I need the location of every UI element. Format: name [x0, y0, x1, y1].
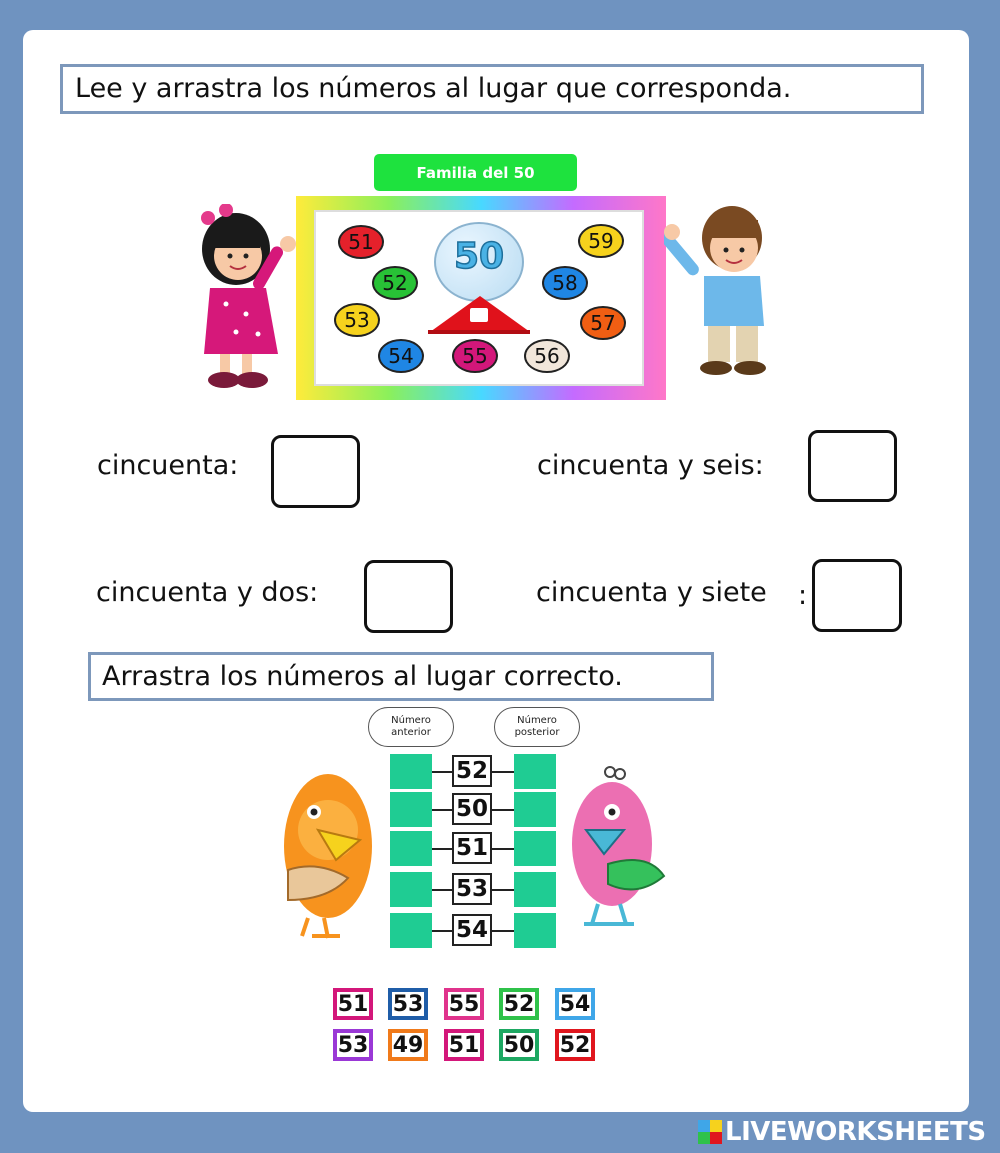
- sequence-number: 52: [452, 755, 492, 787]
- sequence-number: 54: [452, 914, 492, 946]
- slot-next[interactable]: [514, 913, 556, 948]
- boy-illustration: [664, 200, 776, 382]
- draggable-number-tile[interactable]: 50: [499, 1029, 539, 1061]
- slot-next[interactable]: [514, 792, 556, 827]
- draggable-number-tile[interactable]: 54: [555, 988, 595, 1020]
- center-number: 50: [453, 236, 505, 277]
- draggable-number-tile[interactable]: 49: [388, 1029, 428, 1061]
- poster-title: Familia del 50: [374, 154, 577, 191]
- answer-box-cincuenta[interactable]: [271, 435, 360, 508]
- number-ball: 53: [334, 303, 380, 337]
- draggable-number-tile[interactable]: 55: [444, 988, 484, 1020]
- answer-box-cincuenta-y-siete[interactable]: [812, 559, 902, 632]
- question-colon: :: [798, 580, 808, 611]
- number-ball: 59: [578, 224, 624, 258]
- header-previous-number: Número anterior: [368, 707, 454, 747]
- draggable-number-tile[interactable]: 53: [388, 988, 428, 1020]
- header-next-number: Número posterior: [494, 707, 580, 747]
- number-ball: 52: [372, 266, 418, 300]
- slot-previous[interactable]: [390, 831, 432, 866]
- number-ball: 55: [452, 339, 498, 373]
- gumball-slot: [470, 308, 488, 322]
- brand-text: LIVEWORKSHEETS: [725, 1117, 986, 1147]
- answer-box-cincuenta-y-seis[interactable]: [808, 430, 897, 502]
- question-label-cincuenta-y-siete: cincuenta y siete: [536, 577, 767, 608]
- draggable-number-tile[interactable]: 51: [333, 988, 373, 1020]
- liveworksheets-logo[interactable]: [698, 1117, 986, 1147]
- slot-next[interactable]: [514, 754, 556, 789]
- question-label-cincuenta: cincuenta:: [97, 450, 239, 481]
- number-ball: 56: [524, 339, 570, 373]
- slot-previous[interactable]: [390, 754, 432, 789]
- sequence-number: 51: [452, 832, 492, 864]
- number-ball: 58: [542, 266, 588, 300]
- slot-previous[interactable]: [390, 792, 432, 827]
- number-ball: 51: [338, 225, 384, 259]
- slot-previous[interactable]: [390, 872, 432, 907]
- question-label-cincuenta-y-dos: cincuenta y dos:: [96, 577, 319, 608]
- number-ball: 57: [580, 306, 626, 340]
- slot-previous[interactable]: [390, 913, 432, 948]
- answer-box-cincuenta-y-dos[interactable]: [364, 560, 453, 633]
- number-ball: 54: [378, 339, 424, 373]
- draggable-number-tile[interactable]: 51: [444, 1029, 484, 1061]
- instruction-read-drag: Lee y arrastra los números al lugar que corresponda.: [60, 64, 924, 114]
- pink-bird-illustration: [568, 764, 668, 930]
- draggable-number-tile[interactable]: 53: [333, 1029, 373, 1061]
- draggable-number-tile[interactable]: 52: [555, 1029, 595, 1061]
- sequence-number: 53: [452, 873, 492, 905]
- orange-bird-illustration: [278, 760, 378, 944]
- slot-next[interactable]: [514, 872, 556, 907]
- liveworksheets-logo-icon: [698, 1120, 722, 1144]
- slot-next[interactable]: [514, 831, 556, 866]
- draggable-number-tile[interactable]: 52: [499, 988, 539, 1020]
- sequence-number: 50: [452, 793, 492, 825]
- question-label-cincuenta-y-seis: cincuenta y seis:: [537, 450, 764, 481]
- girl-illustration: [196, 204, 306, 390]
- instruction-drag-correct: Arrastra los números al lugar correcto.: [88, 652, 714, 701]
